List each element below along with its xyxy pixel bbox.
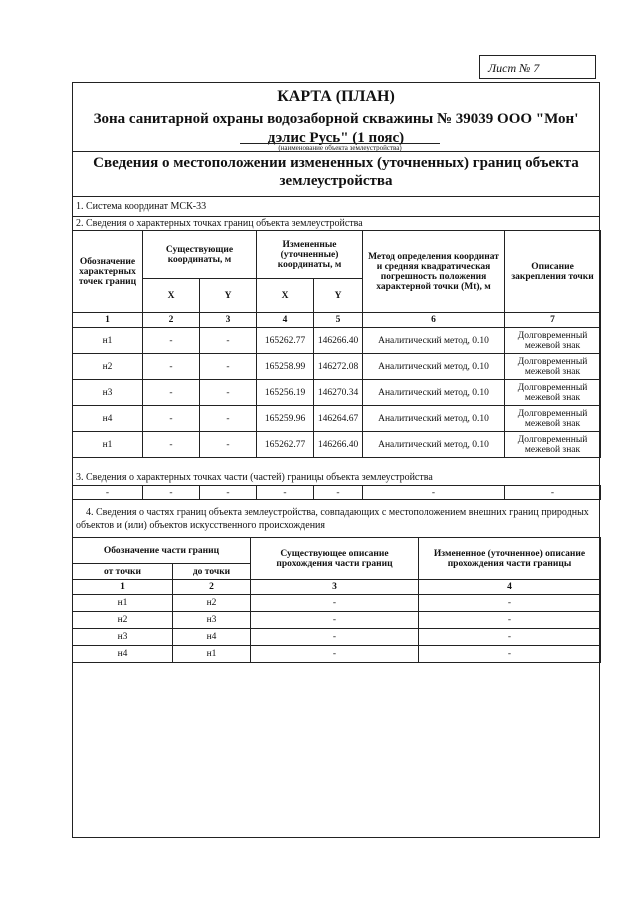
cell: -: [363, 486, 505, 500]
cell: -: [314, 486, 363, 500]
header-y: Y: [200, 279, 257, 313]
section2-title: 2. Сведения о характерных точках границ объекта землеустройства: [76, 218, 363, 229]
changed-x: 165259.96: [257, 406, 314, 432]
parts-table: [72, 537, 601, 663]
description: Долговременный межевой знак: [505, 432, 601, 458]
method: Аналитический метод, 0.10: [363, 328, 505, 354]
changed-x: 165262.77: [257, 432, 314, 458]
from-point: н4: [73, 646, 173, 663]
table-row: [73, 432, 601, 458]
points-table: [72, 230, 601, 458]
section-heading: Сведения о местоположении измененных (уточненных) границ объекта землеустройства: [93, 155, 579, 189]
changed-x: 165256.19: [257, 380, 314, 406]
existing-x: -: [143, 354, 200, 380]
changed-y: 146266.40: [314, 328, 363, 354]
header-existing: Существующие координаты, м: [143, 231, 257, 279]
changed-x: 165262.77: [257, 328, 314, 354]
header-method: Метод определения координат и средняя квадратическая погрешность положения характерной точки (Mt), м: [363, 231, 505, 313]
header-point: Обозначение характерных точек границ: [73, 231, 143, 313]
existing-y: -: [200, 406, 257, 432]
changed-x: 165258.99: [257, 354, 314, 380]
description: Долговременный межевой знак: [505, 328, 601, 354]
sheet-number: Лист № 7: [479, 55, 596, 79]
description: Долговременный межевой знак: [505, 380, 601, 406]
existing-y: -: [200, 354, 257, 380]
table-row: [73, 595, 601, 612]
changed-description: -: [419, 646, 601, 663]
table-row: [73, 354, 601, 380]
to-point: н4: [173, 629, 251, 646]
header-changed: Измененные (уточненные) координаты, м: [257, 231, 363, 279]
table-row: [73, 612, 601, 629]
col-number: 4: [419, 580, 601, 595]
cell: -: [257, 486, 314, 500]
col-number: 1: [73, 580, 173, 595]
to-point: н1: [173, 646, 251, 663]
header-existing-description: Существующее описание прохождения части границ: [251, 538, 419, 580]
header-changed-description: Измененное (уточненное) описание прохождения части границы: [419, 538, 601, 580]
method: Аналитический метод, 0.10: [363, 432, 505, 458]
changed-y: 146272.08: [314, 354, 363, 380]
method: Аналитический метод, 0.10: [363, 406, 505, 432]
changed-y: 146264.67: [314, 406, 363, 432]
header-x: X: [143, 279, 200, 313]
existing-x: -: [143, 380, 200, 406]
header-from-point: от точки: [73, 564, 173, 580]
existing-x: -: [143, 406, 200, 432]
col-number: 4: [257, 313, 314, 328]
col-number: 6: [363, 313, 505, 328]
col-number: 5: [314, 313, 363, 328]
point-id: н4: [73, 406, 143, 432]
section4-title: 4. Сведения о частях границ объекта землеустройства, совпадающих с местоположением внешних границ природных объектов и (или) объектов искусственного происхождения: [76, 507, 589, 531]
changed-description: -: [419, 595, 601, 612]
existing-y: -: [200, 432, 257, 458]
cell: -: [505, 486, 601, 500]
to-point: н3: [173, 612, 251, 629]
document-subtitle: Зона санитарной охраны водозаборной скважины № 39039 ООО "Мон' дэлис Русь" (1 пояс): [93, 111, 579, 146]
method: Аналитический метод, 0.10: [363, 354, 505, 380]
table-row: [73, 380, 601, 406]
existing-x: -: [143, 328, 200, 354]
point-id: н1: [73, 432, 143, 458]
header-description: Описание закрепления точки: [505, 231, 601, 313]
cell: -: [143, 486, 200, 500]
section3-title: 3. Сведения о характерных точках части (частей) границы объекта землеустройства: [76, 472, 433, 483]
from-point: н2: [73, 612, 173, 629]
existing-x: -: [143, 432, 200, 458]
changed-y: 146266.40: [314, 432, 363, 458]
existing-description: -: [251, 646, 419, 663]
divider: [72, 216, 600, 217]
from-point: н3: [73, 629, 173, 646]
existing-description: -: [251, 595, 419, 612]
from-point: н1: [73, 595, 173, 612]
cell: -: [200, 486, 257, 500]
divider: [72, 196, 600, 197]
table-row: [73, 646, 601, 663]
existing-y: -: [200, 380, 257, 406]
col-number: 2: [143, 313, 200, 328]
subtitle-note: (наименование объекта землеустройства): [240, 143, 440, 152]
table-row: [73, 328, 601, 354]
description: Долговременный межевой знак: [505, 406, 601, 432]
point-id: н2: [73, 354, 143, 380]
table-row: [73, 406, 601, 432]
method: Аналитический метод, 0.10: [363, 380, 505, 406]
cell: -: [73, 486, 143, 500]
table-row: [73, 486, 601, 500]
coordinate-system: 1. Система координат МСК-33: [76, 201, 207, 212]
col-number: 3: [200, 313, 257, 328]
col-number: 1: [73, 313, 143, 328]
to-point: н2: [173, 595, 251, 612]
description: Долговременный межевой знак: [505, 354, 601, 380]
changed-description: -: [419, 629, 601, 646]
divider: [72, 151, 600, 152]
existing-description: -: [251, 612, 419, 629]
col-number: 2: [173, 580, 251, 595]
header-y: Y: [314, 279, 363, 313]
col-number: 3: [251, 580, 419, 595]
header-part: Обозначение части границ: [73, 538, 251, 564]
header-x: X: [257, 279, 314, 313]
col-number: 7: [505, 313, 601, 328]
changed-description: -: [419, 612, 601, 629]
document-title: КАРТА (ПЛАН): [277, 88, 395, 105]
point-id: н1: [73, 328, 143, 354]
point-id: н3: [73, 380, 143, 406]
changed-y: 146270.34: [314, 380, 363, 406]
existing-y: -: [200, 328, 257, 354]
table-row: [73, 629, 601, 646]
existing-description: -: [251, 629, 419, 646]
header-to-point: до точки: [173, 564, 251, 580]
part-points-table: [72, 485, 601, 500]
